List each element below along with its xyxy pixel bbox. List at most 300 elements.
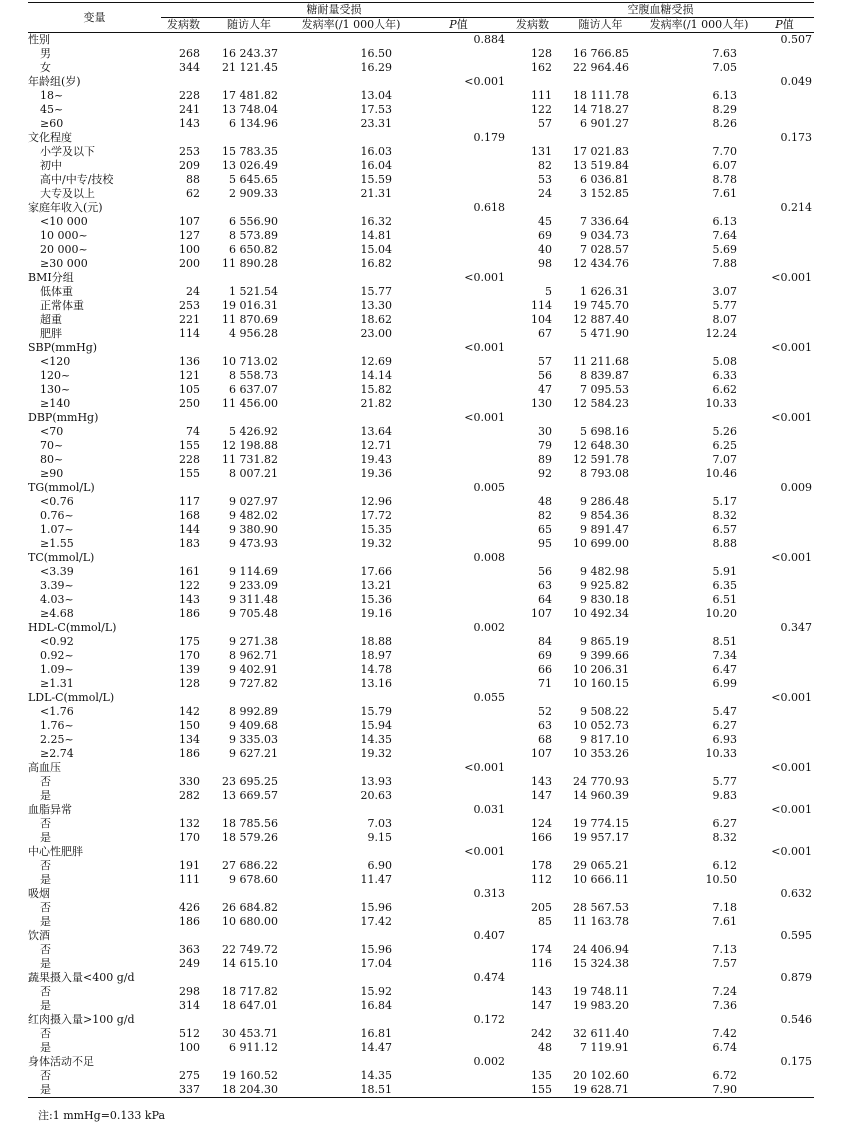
- cell-rate-2: 5.91: [712, 565, 737, 578]
- cell-person-years-2: [558, 271, 643, 285]
- cell-p-value-2: [755, 1083, 814, 1098]
- cell-p-value-1: [410, 397, 507, 411]
- cell-p-value-2: [755, 579, 814, 593]
- cell-rate-1: 19.43: [360, 453, 392, 466]
- cell-rate-1: 12.69: [360, 355, 392, 368]
- row-label: ≥30 000: [40, 257, 88, 270]
- cell-cases-2: 143: [531, 985, 552, 998]
- cell-rate-1: 13.04: [360, 89, 392, 102]
- table-row-group: [28, 803, 814, 817]
- cell-cases-1: 250: [179, 397, 200, 410]
- header-fasting-glucose: 空腹血糖受损: [507, 3, 814, 18]
- cell-cases-1: 209: [179, 159, 200, 172]
- cell-person-years-2: [558, 551, 643, 565]
- cell-cases-2: 52: [538, 705, 552, 718]
- table-row: [28, 467, 814, 481]
- cell-person-years-1: 9 402.91: [229, 663, 278, 676]
- cell-p-value-2: [755, 285, 814, 299]
- cell-person-years-2: 19 774.15: [573, 817, 629, 830]
- cell-cases-1: 161: [179, 565, 200, 578]
- cell-cases-2: [507, 271, 558, 285]
- footnote: 注:1 mmHg=0.133 kPa: [38, 1109, 166, 1122]
- cell-rate-1: 13.64: [360, 425, 392, 438]
- cell-cases-2: 98: [538, 257, 552, 270]
- cell-p-value-2: 0.214: [780, 201, 812, 214]
- cell-p-value-1: [410, 873, 507, 887]
- cell-cases-1: 62: [186, 187, 200, 200]
- cell-person-years-1: [206, 691, 292, 705]
- cell-rate-1: 21.31: [360, 187, 392, 200]
- table-row: [28, 859, 814, 873]
- cell-cases-1: 144: [179, 523, 200, 536]
- cell-cases-1: 363: [179, 943, 200, 956]
- row-label: <0.76: [40, 495, 74, 508]
- cell-rate-2: [643, 1013, 755, 1027]
- cell-rate-2: 5.77: [712, 775, 737, 788]
- cell-cases-2: 131: [531, 145, 552, 158]
- table-row-group: [28, 1055, 814, 1069]
- cell-cases-2: 45: [538, 215, 552, 228]
- cell-rate-2: 5.26: [712, 425, 737, 438]
- cell-cases-1: 175: [179, 635, 200, 648]
- cell-p-value-2: <0.001: [771, 845, 812, 858]
- cell-rate-2: 6.99: [712, 677, 737, 690]
- cell-p-value-1: <0.001: [464, 411, 505, 424]
- cell-rate-1: 12.71: [360, 439, 392, 452]
- cell-p-value-1: [410, 957, 507, 971]
- row-label: HDL-C(mmol/L): [28, 621, 117, 634]
- row-label: 家庭年收入(元): [28, 201, 103, 214]
- cell-p-value-1: [410, 369, 507, 383]
- table-row: [28, 747, 814, 761]
- cell-cases-1: 100: [179, 243, 200, 256]
- cell-rate-1: 15.92: [360, 985, 392, 998]
- cell-person-years-1: 6 556.90: [229, 215, 278, 228]
- cell-person-years-2: [558, 845, 643, 859]
- row-label: 是: [40, 1083, 51, 1096]
- cell-person-years-2: [558, 411, 643, 425]
- cell-p-value-1: [410, 47, 507, 61]
- cell-cases-2: [507, 75, 558, 89]
- cell-person-years-1: 9 271.38: [229, 635, 278, 648]
- cell-p-value-1: 0.179: [473, 131, 505, 144]
- row-label: 是: [40, 1041, 51, 1054]
- table-row: [28, 187, 814, 201]
- cell-p-value-2: 0.632: [780, 887, 812, 900]
- cell-rate-1: 19.36: [360, 467, 392, 480]
- table-row-group: [28, 621, 814, 635]
- cell-rate-1: [292, 75, 410, 89]
- cell-cases-2: 107: [531, 747, 552, 760]
- cell-p-value-1: [410, 187, 507, 201]
- row-label: <3.39: [40, 565, 74, 578]
- table-row: [28, 47, 814, 61]
- cell-person-years-2: 17 021.83: [573, 145, 629, 158]
- cell-cases-2: 162: [531, 61, 552, 74]
- cell-rate-2: 6.93: [712, 733, 737, 746]
- cell-p-value-2: [755, 229, 814, 243]
- cell-cases-2: 112: [531, 873, 552, 886]
- cell-cases-1: 122: [179, 579, 200, 592]
- row-label: 45~: [40, 103, 64, 116]
- cell-p-value-1: 0.031: [473, 803, 505, 816]
- cell-cases-1: 74: [186, 425, 200, 438]
- cell-p-value-2: <0.001: [771, 341, 812, 354]
- cell-person-years-2: 10 492.34: [573, 607, 629, 620]
- row-label: 10 000~: [40, 229, 88, 242]
- table-row: [28, 957, 814, 971]
- cell-cases-2: 124: [531, 817, 552, 830]
- cell-cases-2: [507, 411, 558, 425]
- cell-p-value-1: [410, 299, 507, 313]
- header-rate-1: 发病率(/1 000人年): [301, 18, 401, 31]
- cell-rate-2: 6.12: [712, 859, 737, 872]
- cell-rate-1: 14.35: [360, 1069, 392, 1082]
- cell-person-years-1: 8 558.73: [229, 369, 278, 382]
- cell-cases-1: 170: [179, 831, 200, 844]
- row-label: <1.76: [40, 705, 74, 718]
- cell-p-value-1: 0.008: [473, 551, 505, 564]
- cell-rate-2: 7.57: [712, 957, 737, 970]
- cell-cases-2: 68: [538, 733, 552, 746]
- cell-rate-2: 5.17: [712, 495, 737, 508]
- table-row: [28, 523, 814, 537]
- cell-rate-2: 6.47: [712, 663, 737, 676]
- cell-person-years-1: [206, 1013, 292, 1027]
- cell-person-years-2: 9 925.82: [580, 579, 629, 592]
- cell-p-value-1: [410, 327, 507, 341]
- cell-cases-2: 178: [531, 859, 552, 872]
- cell-cases-1: 282: [179, 789, 200, 802]
- cell-rate-1: 17.53: [360, 103, 392, 116]
- row-label: 否: [40, 985, 51, 998]
- row-label: 0.76~: [40, 509, 74, 522]
- row-label: 红肉摄入量>100 g/d: [28, 1013, 135, 1026]
- cell-rate-1: 17.66: [360, 565, 392, 578]
- cell-p-value-1: <0.001: [464, 271, 505, 284]
- cell-person-years-1: 9 678.60: [229, 873, 278, 886]
- cell-person-years-2: 5 698.16: [580, 425, 629, 438]
- cell-rate-2: 6.51: [712, 593, 737, 606]
- cell-cases-1: 228: [179, 89, 200, 102]
- cell-cases-1: [161, 75, 206, 89]
- cell-cases-2: 166: [531, 831, 552, 844]
- cell-cases-2: [507, 33, 558, 48]
- cell-cases-2: 107: [531, 607, 552, 620]
- cell-cases-1: 155: [179, 439, 200, 452]
- cell-cases-1: 107: [179, 215, 200, 228]
- cell-p-value-2: [755, 173, 814, 187]
- cell-rate-1: 23.31: [360, 117, 392, 130]
- cell-rate-2: [643, 621, 755, 635]
- row-label: LDL-C(mmol/L): [28, 691, 115, 704]
- cell-cases-2: [507, 803, 558, 817]
- cell-cases-2: 67: [538, 327, 552, 340]
- table-row: [28, 593, 814, 607]
- cell-p-value-1: [410, 145, 507, 159]
- cell-rate-1: [292, 1055, 410, 1069]
- cell-cases-2: 85: [538, 915, 552, 928]
- cell-p-value-2: 0.009: [780, 481, 812, 494]
- cell-p-value-2: 0.173: [780, 131, 812, 144]
- cell-p-value-2: [755, 89, 814, 103]
- cell-person-years-1: 6 911.12: [229, 1041, 278, 1054]
- cell-rate-1: [292, 691, 410, 705]
- cell-cases-1: 253: [179, 299, 200, 312]
- cell-rate-1: 12.96: [360, 495, 392, 508]
- row-label: 是: [40, 873, 51, 886]
- cell-cases-2: 116: [531, 957, 552, 970]
- cell-cases-1: 200: [179, 257, 200, 270]
- cell-person-years-1: 8 573.89: [229, 229, 278, 242]
- cell-person-years-1: [206, 33, 292, 48]
- cell-person-years-1: 18 579.26: [222, 831, 278, 844]
- cell-p-value-2: [755, 215, 814, 229]
- cell-p-value-2: [755, 565, 814, 579]
- cell-rate-1: 15.36: [360, 593, 392, 606]
- cell-p-value-1: 0.884: [473, 33, 505, 46]
- cell-p-value-1: [410, 439, 507, 453]
- row-label: 1.76~: [40, 719, 74, 732]
- cell-rate-2: 10.50: [705, 873, 737, 886]
- cell-person-years-1: 9 027.97: [229, 495, 278, 508]
- table-row: [28, 775, 814, 789]
- cell-p-value-1: [410, 635, 507, 649]
- cell-person-years-2: [558, 201, 643, 215]
- cell-cases-2: [507, 929, 558, 943]
- row-label: 3.39~: [40, 579, 74, 592]
- cell-person-years-2: 9 830.18: [580, 593, 629, 606]
- cell-cases-1: 142: [179, 705, 200, 718]
- cell-p-value-2: [755, 775, 814, 789]
- cell-person-years-2: 10 160.15: [573, 677, 629, 690]
- table-row-group: [28, 691, 814, 705]
- cell-cases-1: [161, 929, 206, 943]
- header-p-1: [410, 18, 507, 33]
- cell-cases-2: 242: [531, 1027, 552, 1040]
- cell-person-years-1: 13 026.49: [222, 159, 278, 172]
- row-label: 蔬果摄入量<400 g/d: [28, 971, 135, 984]
- row-label: 否: [40, 817, 51, 830]
- cell-p-value-2: <0.001: [771, 803, 812, 816]
- cell-rate-2: [643, 803, 755, 817]
- cell-p-value-1: [410, 1083, 507, 1098]
- cell-rate-2: 6.33: [712, 369, 737, 382]
- cell-p-value-1: [410, 705, 507, 719]
- cell-p-value-1: [410, 1027, 507, 1041]
- cell-person-years-2: [558, 481, 643, 495]
- table-row: [28, 383, 814, 397]
- cell-person-years-2: [558, 887, 643, 901]
- cell-person-years-2: 19 983.20: [573, 999, 629, 1012]
- row-label: 2.25~: [40, 733, 74, 746]
- cell-cases-1: 100: [179, 1041, 200, 1054]
- cell-rate-1: [292, 271, 410, 285]
- cell-rate-2: 6.72: [712, 1069, 737, 1082]
- row-label: 低体重: [40, 285, 73, 298]
- cell-rate-2: [643, 845, 755, 859]
- cell-rate-2: [643, 271, 755, 285]
- cell-p-value-1: [410, 789, 507, 803]
- cell-cases-1: 155: [179, 467, 200, 480]
- cell-cases-1: 186: [179, 915, 200, 928]
- cell-p-value-2: [755, 1027, 814, 1041]
- cell-person-years-1: 9 311.48: [229, 593, 278, 606]
- row-label: 1.09~: [40, 663, 74, 676]
- cell-person-years-2: [558, 621, 643, 635]
- cell-rate-1: [292, 131, 410, 145]
- cell-p-value-1: 0.313: [473, 887, 505, 900]
- table-row: [28, 145, 814, 159]
- cell-p-value-1: [410, 243, 507, 257]
- cell-person-years-2: 9 482.98: [580, 565, 629, 578]
- row-label: 身体活动不足: [28, 1055, 94, 1068]
- cell-p-value-2: [755, 593, 814, 607]
- cell-p-value-1: [410, 901, 507, 915]
- cell-cases-1: 168: [179, 509, 200, 522]
- row-label: BMI分组: [28, 271, 74, 284]
- cell-person-years-2: [558, 1055, 643, 1069]
- cell-p-value-1: [410, 509, 507, 523]
- row-label: 是: [40, 831, 51, 844]
- cell-person-years-2: 19 748.11: [573, 985, 629, 998]
- cell-p-value-1: [410, 943, 507, 957]
- table-row: [28, 789, 814, 803]
- cell-p-value-2: [755, 61, 814, 75]
- cell-rate-2: 6.25: [712, 439, 737, 452]
- row-label: 初中: [40, 159, 62, 172]
- cell-p-value-1: [410, 229, 507, 243]
- cell-rate-2: 7.90: [712, 1083, 737, 1096]
- row-label: 是: [40, 999, 51, 1012]
- table-row-group: [28, 929, 814, 943]
- table-row: [28, 1069, 814, 1083]
- cell-person-years-2: 12 648.30: [573, 439, 629, 452]
- cell-person-years-2: 9 508.22: [580, 705, 629, 718]
- cell-cases-1: 275: [179, 1069, 200, 1082]
- cell-person-years-1: 9 380.90: [229, 523, 278, 536]
- cell-p-value-1: [410, 173, 507, 187]
- cell-p-value-2: [755, 369, 814, 383]
- table-row-group: [28, 551, 814, 565]
- cell-p-value-2: [755, 243, 814, 257]
- table-row-group: [28, 33, 814, 48]
- table-row: [28, 369, 814, 383]
- cell-rate-1: [292, 551, 410, 565]
- cell-cases-2: 155: [531, 1083, 552, 1096]
- cell-person-years-1: 6 637.07: [229, 383, 278, 396]
- cell-p-value-1: [410, 313, 507, 327]
- cell-p-value-1: [410, 593, 507, 607]
- cell-cases-1: 337: [179, 1083, 200, 1096]
- cell-cases-2: 82: [538, 509, 552, 522]
- table-row: [28, 943, 814, 957]
- cell-cases-2: [507, 971, 558, 985]
- cell-person-years-2: 16 766.85: [573, 47, 629, 60]
- cell-rate-2: [643, 551, 755, 565]
- cell-person-years-2: 9 034.73: [580, 229, 629, 242]
- cell-rate-1: [292, 621, 410, 635]
- row-label: 否: [40, 1069, 51, 1082]
- cell-person-years-1: 26 684.82: [222, 901, 278, 914]
- table-body: [28, 33, 814, 1098]
- header-p-2: [755, 18, 814, 33]
- cell-person-years-1: 9 482.02: [229, 509, 278, 522]
- cell-rate-1: 14.14: [360, 369, 392, 382]
- cell-p-value-2: 0.049: [780, 75, 812, 88]
- cell-person-years-2: 9 865.19: [580, 635, 629, 648]
- cell-p-value-1: [410, 537, 507, 551]
- cell-cases-2: 5: [545, 285, 552, 298]
- cell-p-value-2: [755, 747, 814, 761]
- row-label: TC(mmol/L): [28, 551, 95, 564]
- cell-person-years-1: 9 409.68: [229, 719, 278, 732]
- cell-person-years-2: 8 839.87: [580, 369, 629, 382]
- cell-rate-1: 13.93: [360, 775, 392, 788]
- cell-rate-1: 6.90: [367, 859, 392, 872]
- cell-person-years-2: [558, 33, 643, 48]
- cell-person-years-1: 9 705.48: [229, 607, 278, 620]
- row-label: 正常体重: [40, 299, 84, 312]
- row-label: ≥60: [40, 117, 64, 130]
- cell-person-years-1: 9 627.21: [229, 747, 278, 760]
- cell-person-years-1: [206, 341, 292, 355]
- cell-person-years-1: 9 233.09: [229, 579, 278, 592]
- cell-person-years-2: 10 353.26: [573, 747, 629, 760]
- table-row: [28, 285, 814, 299]
- cell-p-value-2: [755, 957, 814, 971]
- table-row-group: [28, 131, 814, 145]
- cell-rate-2: 6.27: [712, 817, 737, 830]
- cell-rate-1: 17.42: [360, 915, 392, 928]
- cell-rate-2: 7.34: [712, 649, 737, 662]
- cell-rate-1: [292, 201, 410, 215]
- table-row: [28, 397, 814, 411]
- table-row: [28, 313, 814, 327]
- cell-person-years-2: 19 628.71: [573, 1083, 629, 1096]
- cell-rate-2: 6.07: [712, 159, 737, 172]
- cell-cases-2: [507, 481, 558, 495]
- row-label: 血脂异常: [28, 803, 72, 816]
- cell-person-years-2: 7 336.64: [580, 215, 629, 228]
- table-row: [28, 159, 814, 173]
- cell-p-value-2: 0.507: [780, 33, 812, 46]
- table-row: [28, 1083, 814, 1098]
- cell-person-years-1: 19 016.31: [222, 299, 278, 312]
- cell-rate-1: 16.04: [360, 159, 392, 172]
- cell-p-value-1: [410, 775, 507, 789]
- cell-rate-1: 19.32: [360, 537, 392, 550]
- cell-cases-2: 128: [531, 47, 552, 60]
- cell-person-years-1: [206, 131, 292, 145]
- cell-person-years-2: 8 793.08: [580, 467, 629, 480]
- row-label: 男: [40, 47, 51, 60]
- cell-person-years-1: 11 890.28: [222, 257, 278, 270]
- cell-cases-1: 127: [179, 229, 200, 242]
- table-row: [28, 327, 814, 341]
- cell-rate-2: 12.24: [705, 327, 737, 340]
- cell-cases-2: 89: [538, 453, 552, 466]
- cell-cases-1: 139: [179, 663, 200, 676]
- cell-rate-2: 7.18: [712, 901, 737, 914]
- cell-rate-1: 15.04: [360, 243, 392, 256]
- row-label: ≥140: [40, 397, 71, 410]
- row-label: 饮酒: [28, 929, 50, 942]
- table-container: [28, 2, 814, 1098]
- cell-cases-1: [161, 621, 206, 635]
- cell-person-years-1: 5 426.92: [229, 425, 278, 438]
- cell-cases-1: [161, 1055, 206, 1069]
